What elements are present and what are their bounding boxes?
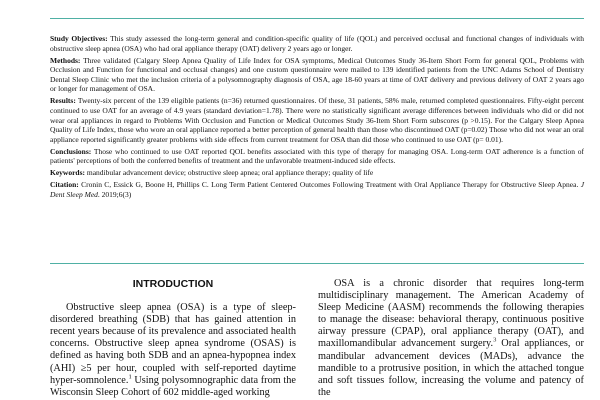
conclusions-label: Conclusions:	[50, 146, 92, 156]
section-heading-introduction: INTRODUCTION	[132, 278, 214, 290]
keywords-label: Keywords:	[50, 168, 85, 178]
citation-tail: . 2019;6(3)	[97, 189, 132, 199]
abstract-divider	[50, 263, 584, 264]
abstract-conclusions	[50, 147, 584, 166]
intro-paragraph-tail: Using polysomnographic data from the Wisconsin Sleep Cohort of 602 middle-aged working	[50, 374, 296, 398]
reference-marker: 3	[493, 337, 497, 345]
methods-label: Methods:	[50, 55, 81, 65]
results-text: Twenty-six percent of the 139 eligible patients (n=36) returned questionnaires. Of these, 31 patients, 58% male, returned completed questionnaires. Fifty-eight percent continued to use OAT for an average of 4.9 years (standard deviation=1.78). There were no statistically significant average differences between individuals who did or did not wear oral appliances in regard to Problems With Occlusion and Function or Medical Outcomes Study 36-Item Short Form subscores (p >0.15). For the Calgary Sleep Apnea Quality of Life Index, those who wore an oral appliance reported a better perception of general health than those who discontinued OAT (p=0.02) Those who did not wear an oral appliance reported significantly greater problems with side effects from current treatment for OSA than did those who continued to use OAT (p= 0.01).	[50, 96, 584, 144]
abstract-methods	[50, 56, 584, 94]
top-divider	[50, 18, 584, 19]
right-column	[318, 278, 584, 399]
left-column	[50, 278, 296, 399]
abstract-objectives	[50, 34, 584, 53]
reference-marker: 1	[128, 373, 132, 381]
keywords-text: mandibular advancement device; obstructive sleep apnea; oral appliance therapy; quality of life	[86, 168, 374, 178]
conclusions-text: Those who continued to use OAT reported QOL benefits associated with this type of therapy for managing OSA. Long-term OAT adherence is a function of patients' perceptions of both the conferred benefits of treatment and the unfavorable treatment-induced side effects.	[50, 146, 584, 166]
citation-journal: J Dent Sleep Med	[50, 180, 585, 199]
intro-paragraph-text: Obstructive sleep apnea (OSA) is a type of sleep-disordered breathing (SDB) that has gained attention in recent years because of its prevalence and associated health concerns. Obstructive sleep apnea syndrome (OSAS) is defined as having both SDB and an apnea-hypopnea index (AHI) ≥5 per hour, coupled with self-reported daytime hyper-somnolence.	[50, 302, 296, 386]
citation-text: Cronin C, Essick G, Boone H, Phillips C. Long Term Patient Centered Outcomes Following Treatment with Oral Appliance Therapy for Obstructive Sleep Apnea.	[81, 180, 579, 190]
abstract-results	[50, 96, 584, 144]
body-paragraph	[318, 278, 584, 399]
intro-paragraph	[50, 302, 296, 399]
objectives-label: Study Objectives:	[50, 34, 108, 43]
body-paragraph-tail: Oral appliances, or mandibular advancement devices (MADs), advance the mandible to a protrusive position, in which the attached tongue and soft tissues follow, increasing the volume and patency of the	[318, 338, 584, 398]
abstract-keywords	[50, 168, 584, 178]
body-paragraph-text: OSA is a chronic disorder that requires long-term multidisciplinary management. The American Academy of Sleep Medicine (AASM) recommends the following therapies to manage the disease: behavioral therapy, continuous positive airway pressure (CPAP), oral appliance therapy (OAT), and maxillomandibular advancement surgery.	[318, 278, 584, 350]
abstract-citation	[50, 180, 584, 199]
citation-label: Citation:	[50, 180, 79, 190]
results-label: Results:	[50, 96, 76, 106]
abstract-box	[50, 34, 584, 202]
objectives-text: This study assessed the long-term general and condition-specific quality of life (QOL) and perceived occlusal and functional changes of individuals with obstructive sleep apnea (OSA) who had oral appliance therapy (OAT) delivery 2 years ago or longer.	[50, 34, 584, 53]
methods-text: Three validated (Calgary Sleep Apnea Quality of Life Index for OSA symptoms, Medical Outcomes Study 36-Item Short Form for general QOL, Problems with Occlusion and Function for functional and occlusal changes) and one custom questionnaire were mailed to 139 identified patients from the UNC Adams School of Dentistry Dental Sleep Clinic who met the inclusion criteria of a polysomnography diagnosis of OSA, age 18-60 years at time of OAT delivery and previous delivery of OAT 2 years ago or longer for management of OSA.	[50, 55, 584, 94]
